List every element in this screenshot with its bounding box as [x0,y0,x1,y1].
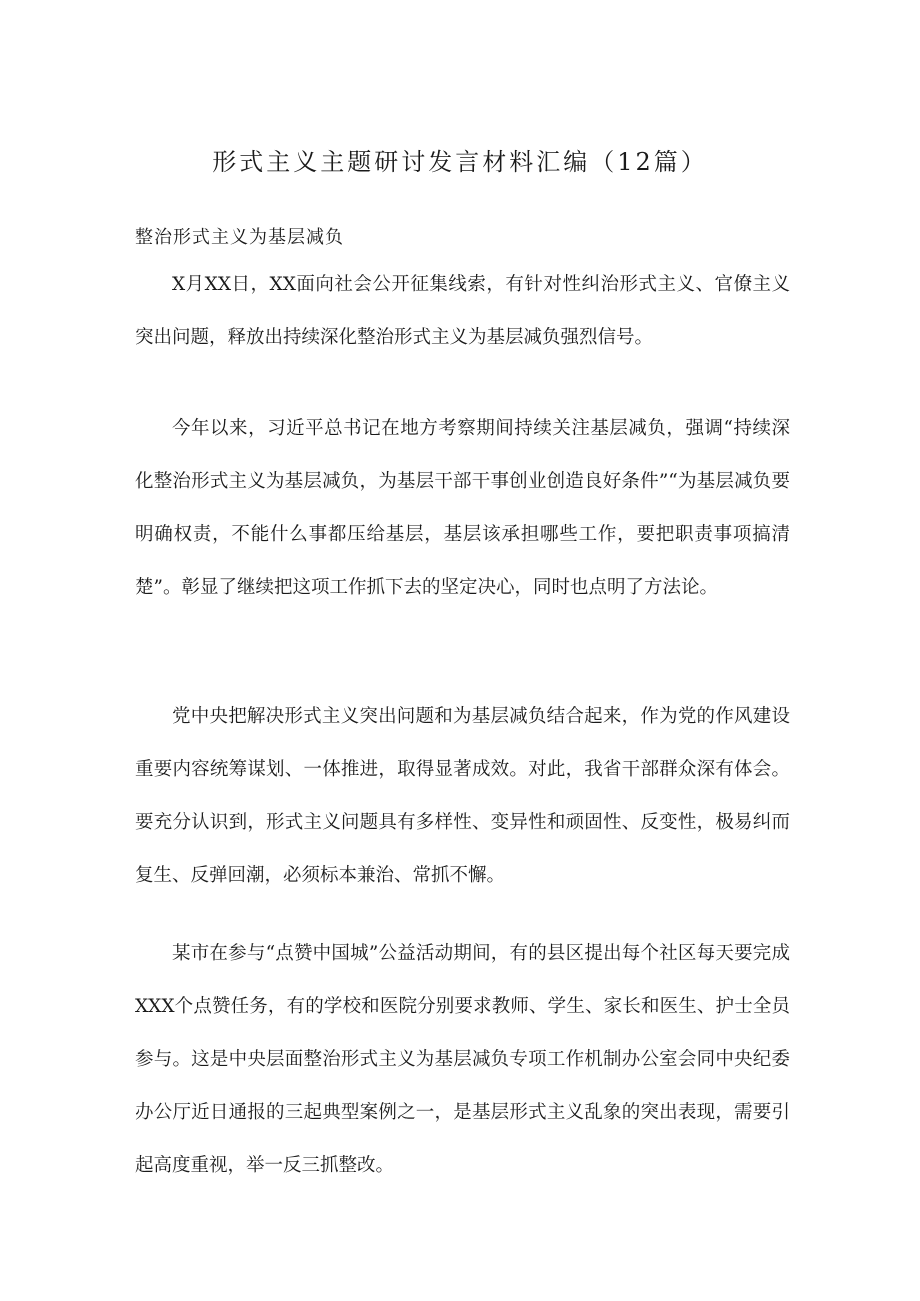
paragraph: 党中央把解决形式主义突出问题和为基层减负结合起来，作为党的作风建设重要内容统筹谋划、一体推进，取得显著成效。对此，我省干部群众深有体会。要充分认识到，形式主义问题具有多样性、变异性和顽固性、反变性，极易纠而复生、反弹回潮，必须标本兼治、常抓不懈。 [135,706,790,886]
paragraph: 某市在参与“点赞中国城”公益活动期间，有的县区提出每个社区每天要完成XXX个点赞任务，有的学校和医院分别要求教师、学生、家长和医生、护士全员参与。这是中央层面整治形式主义为基层减负专项工作机制办公室会同中央纪委办公厅近日通报的三起典型案例之一，是基层形式主义乱象的突出表现，需要引起高度重视，举一反三抓整改。 [135,943,790,1176]
paragraph: 今年以来，习近平总书记在地方考察期间持续关注基层减负，强调“持续深化整治形式主义为基层减负，为基层干部干事创业创造良好条件”“为基层减负要明确权责，不能什么事都压给基层，基层该承担哪些工作，要把职责事项搞清楚”。彰显了继续把这项工作抓下去的坚定决心，同时也点明了方法论。 [135,418,790,598]
section-heading: 整治形式主义为基层减负 [135,227,344,248]
document-title: 形式主义主题研讨发言材料汇编（12篇） [212,148,708,176]
paragraph: X月XX日，XX面向社会公开征集线索，有针对性纠治形式主义、官僚主义突出问题，释放出持续深化整治形式主义为基层减负强烈信号。 [135,274,790,348]
